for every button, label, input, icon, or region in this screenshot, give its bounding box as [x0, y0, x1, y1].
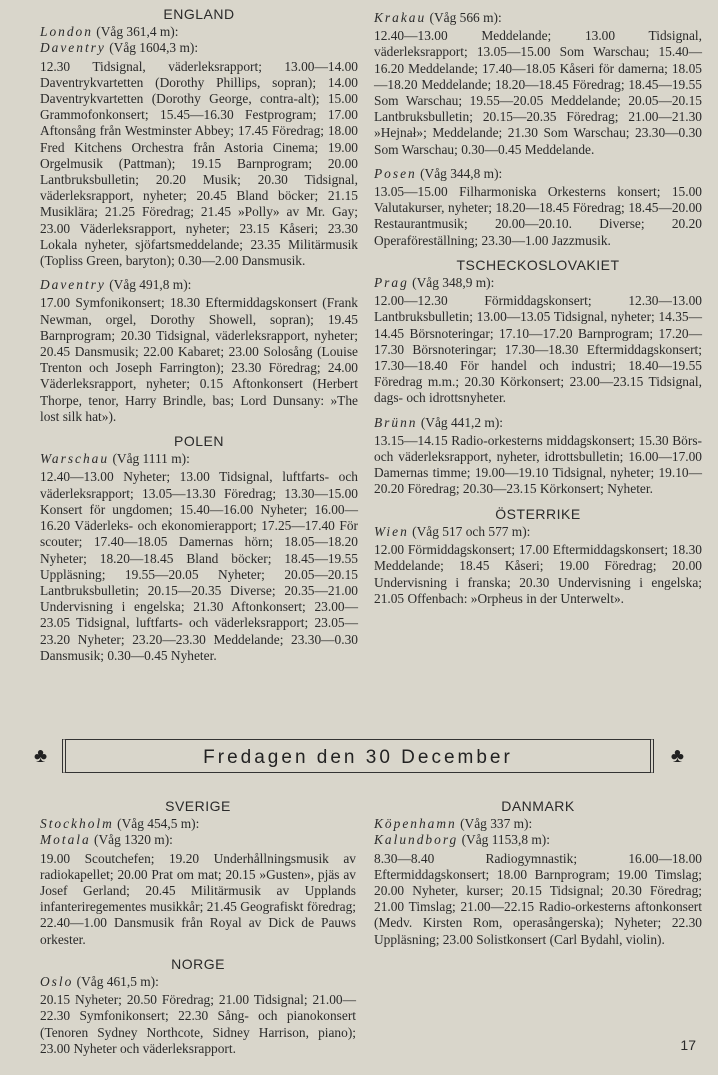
wave-length: (Våg 454,5 m): — [117, 816, 200, 832]
station-name: Wien — [374, 523, 409, 539]
wave-length: (Våg 1320 m): — [94, 832, 173, 848]
column-bottom-left — [40, 798, 356, 1057]
program-text: 12.00 Förmiddagskonsert; 17.00 Eftermiddagskonsert; 18.30 Meddelande; 18.45 Kåseri; 19.00 Föredrag; 20.00 Undervisning i franska; 20.30 Undervisning i engelska; 21.05 Offenbach: »Orpheus in der Unterwelt». — [374, 542, 702, 606]
clover-ornament-icon: ♣ — [34, 745, 48, 767]
wave-length: (Våg 491,8 m): — [109, 277, 192, 293]
program-text: 12.40—13.00 Meddelande; 13.00 Tidsignal, väderleksrapport; 13.05—15.00 Som Warschau; 15.40—16.20 Meddelande; 17.40—18.05 Kåseri för damerna; 18.05—18.20 Meddelande; 18.20—18.45 Föredrag; 18.45—19.55 Som Warschau; 19.55—20.05 Meddelande; 20.05—20.15 Lantbruksbulletin; 20.15—20.35 Föredrag; 21.00—21.30 »Hejnał»; Meddelande; 21.30 Som Warschau; 23.30—0.30 Som Warschau; 0.30—0.45 Meddelande. — [374, 28, 702, 157]
station-name: Motala — [40, 832, 91, 848]
wave-length: (Våg 1111 m): — [112, 451, 190, 467]
wave-length: (Våg 566 m): — [429, 10, 502, 25]
station-name: Brünn — [374, 414, 418, 430]
station-line-warschau — [40, 451, 358, 467]
station-name: Daventry — [40, 277, 106, 293]
wave-length: (Våg 1604,3 m): — [109, 40, 199, 56]
column-top-right — [374, 10, 702, 607]
station-line-stockholm — [40, 816, 356, 832]
country-heading-danmark: DANMARK — [501, 798, 575, 814]
station-line-wien — [374, 524, 702, 540]
station-name: Stockholm — [40, 816, 114, 832]
station-name: Köpenhamn — [374, 816, 457, 832]
country-heading-osterrike: ÖSTERRIKE — [495, 505, 581, 522]
program-text: 12.40—13.00 Nyheter; 13.00 Tidsignal, luftfarts- och väderleksrapport; 13.05—13.30 Föredrag; 13.30—15.00 Konsert för ungdomen; 15.40—16.00 Nyheter; 16.00—16.20 Väderleks- och ekonomierapport; 17.25—17.40 För scouter; 17.40—18.05 Damernas hörn; 18.05—18.20 Nyheter; 18.20—18.45 Bland böcker; 18.45—19.55 Uppläsning; 19.55—20.05 Nyheter; 20.05—20.15 Lantbruksbulletin; 20.15—20.35 Diverse; 20.35—21.00 Undervisning i engelska; 21.30 Aftonkonsert; 23.00—23.05 Tidsignal, luftfarts- och väderleksrapport; 23.05—23.20 Nyheter; 23.20—23.30 Meddelande; 23.30—0.30 Dansmusik; 0.30—0.45 Nyheter. — [40, 469, 358, 663]
column-bottom-right — [374, 798, 702, 948]
date-banner — [34, 735, 684, 779]
station-line-london — [40, 24, 358, 40]
station-line-prag — [374, 275, 702, 291]
wave-length: (Våg 337 m): — [460, 816, 533, 832]
station-name: Kalundborg — [374, 832, 459, 848]
country-heading-sverige: SVERIGE — [165, 798, 231, 814]
country-heading-tjeckoslovakiet: TSCHECKOSLOVAKIET — [456, 256, 620, 273]
program-text: 13.05—15.00 Filharmoniska Orkesterns konsert; 15.00 Valutakurser, nyheter; 18.20—18.45 Föredrag; 18.45—20.00 Restaurantmusik; 20.00—20.10. Diverse; 20.20 Operaföreställning; 23.30—1.00 Jazzmusik. — [374, 184, 702, 248]
station-name: Krakau — [374, 10, 427, 25]
program-text: 8.30—8.40 Radiogymnastik; 16.00—18.00 Eftermiddagskonsert; 18.00 Barnprogram; 19.00 Timslag; 20.00 Nyheter, kurser; 20.15 Tidsignal; 20.30 Föredrag; 21.00 Timslag; 21.00—22.15 Radio-orkesterns aftonkonsert (Medv. Kirsten Rom, operasångerska); Nyheter; 22.30 Uppläsning; 23.00 Solistkonsert (Carl Bydahl, violin). — [374, 850, 702, 947]
station-name: Daventry — [40, 40, 106, 56]
wave-length: (Våg 461,5 m): — [76, 974, 159, 990]
station-line-brunn — [374, 415, 702, 431]
program-text: 17.00 Symfonikonsert; 18.30 Eftermiddagskonsert (Frank Newman, orgel, Dorothy Showell, sopran); 19.45 Barnprogram; 20.30 Tidsignal, väderleksrapport, nyheter; 20.45 Dansmusik; 22.00 Kabaret; 23.00 Solosång (Louise Trenton och Joseph Farrington); 23.30 Föredrag; 24.00 Väderleksrapport, nyheter; 0.15 Aftonkonsert (Herbert Thorpe, tenor, Harry Brindle, bas; Lord Dunsany: »The lost silk hat»). — [40, 295, 358, 424]
wave-length: (Våg 517 och 577 m): — [412, 523, 531, 539]
country-heading-england: ENGLAND — [163, 6, 235, 22]
column-top-left — [40, 6, 358, 664]
program-text: 13.15—14.15 Radio-orkesterns middagskonsert; 15.30 Börs- och väderleksrapport, nyheter, idrottsbulletin; 16.00—17.00 Damernas timme; 19.00—19.10 Tidsignal, nyheter; 19.10—20.20 Föredrag; 20.30—23.15 Körkonsert; Nyheter. — [374, 432, 702, 497]
program-text: 12.30 Tidsignal, väderleksrapport; 13.00—14.00 Daventrykvartetten (Dorothy Phillips, sopran); 14.00 Daventrykvartetten (Dorothy George, contra-alt); 15.00 Grammofonkonsert; 15.45—16.30 Festprogram; 17.00 Aftonsång från Westminster Abbey; 17.45 Föredrag; 18.00 Fred Kitchens Orchestra från Astoria Cinema; 19.00 Orgelmusik (Pattman); 19.15 Barnprogram; 20.00 Lantbruksbulletin; 20.20 Musik; 20.30 Tidsignal, väderleksrapport, nyheter; 20.45 Bland böcker; 21.15 Musiklära; 21.25 Föredrag; 21.45 »Polly» av Mr. Gay; 23.00 Väderleksrapport, nyheter; 23.15 Kåseri; 23.30 Lokala nyheter, sjöfartsmeddelande; 23.35 Militärmusik (Topliss Green, baryton); 0.30—2.00 Dansmusik. — [40, 58, 358, 269]
station-name: Prag — [374, 275, 409, 291]
wave-length: (Våg 441,2 m): — [420, 414, 504, 430]
station-line-kalundborg — [374, 832, 702, 848]
station-line-oslo — [40, 974, 356, 990]
station-line-kopenhamn — [374, 816, 702, 832]
wave-length: (Våg 344,8 m): — [420, 165, 503, 181]
station-line-motala — [40, 832, 356, 848]
station-line-posen — [374, 166, 702, 182]
banner-title: Fredagen den 30 December — [203, 747, 513, 768]
station-name: Warschau — [40, 451, 110, 467]
station-line-daventry-2 — [40, 277, 358, 293]
station-name: London — [40, 24, 93, 40]
wave-length: (Våg 1153,8 m): — [461, 832, 550, 848]
banner-frame — [62, 739, 654, 773]
program-text: 20.15 Nyheter; 20.50 Föredrag; 21.00 Tidsignal; 21.00—22.30 Symfonikonsert; 22.30 Sång- och pianokonsert (Tenoren Sydney Northcote, Sidney Harrison, piano); 23.00 Nyheter och väderleksrapport. — [40, 992, 356, 1056]
wave-length: (Våg 348,9 m): — [412, 275, 495, 291]
station-name: Oslo — [40, 974, 74, 990]
program-text: 19.00 Scoutchefen; 19.20 Underhållningsmusik av radiokapellet; 20.00 Prat om mat; 20.15 »Gusten», pjäs av Josef Gerland; 20.45 Militärmusik av Upplands infanteriregementes musikkår; 21.45 Geografiskt föredrag; 22.40—1.00 Dansmusik från Royal av Dick de Pauws orkester. — [40, 850, 356, 947]
country-heading-norge: NORGE — [171, 955, 225, 972]
page-number: 17 — [680, 1037, 696, 1053]
station-line-daventry — [40, 40, 358, 56]
station-line-krakau — [374, 10, 702, 26]
station-name: Posen — [374, 165, 417, 181]
wave-length: (Våg 361,4 m): — [96, 24, 179, 40]
clover-ornament-icon: ♣ — [670, 745, 684, 767]
program-text: 12.00—12.30 Förmiddagskonsert; 12.30—13.00 Lantbruksbulletin; 13.00—13.05 Tidsignal, nyheter; 14.35—14.45 Börsnoteringar; 17.10—17.20 Barnprogram; 17.20—17.30 Börsnoteringar; 17.30—18.30 Eftermiddagskonsert; 17.30—18.40 För handel och industri; 18.40—19.55 Föredrag m.m.; 20.30 Körkonsert; 23.00—23.15 Tidsignal, dags- och idrottsnyheter. — [374, 293, 702, 406]
country-heading-polen: POLEN — [174, 433, 224, 450]
